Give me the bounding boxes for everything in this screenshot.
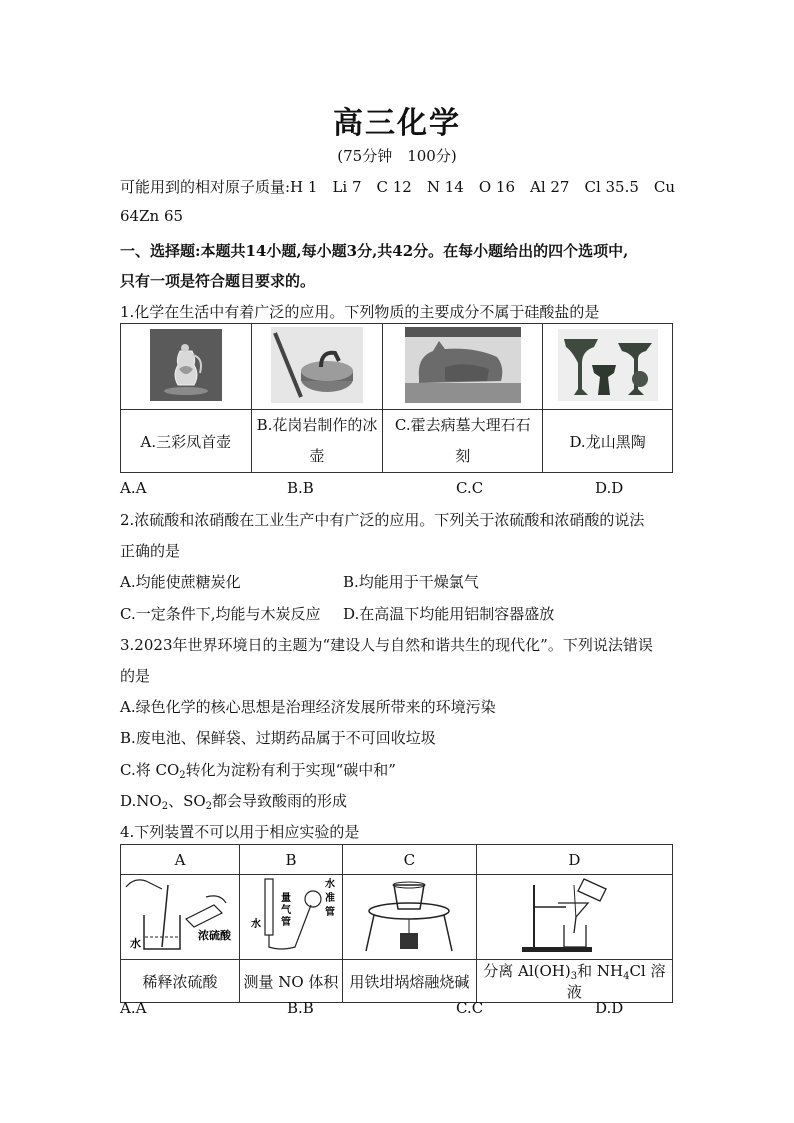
- q4-answer-b[interactable]: B.B: [287, 999, 314, 1017]
- svg-text:浓硫酸: 浓硫酸: [197, 929, 231, 942]
- q4-apparatus-b: [239, 875, 342, 960]
- q1-option-d: D.龙山黑陶: [543, 410, 673, 473]
- q1-option-b: B.花岗岩制作的冰 壶: [251, 410, 383, 473]
- q1-option-a: A.三彩凤首壶: [121, 410, 252, 473]
- q2-option-d[interactable]: D.在高温下均能用铝制容器盛放: [343, 605, 555, 623]
- stone-horse-carving-image: [405, 327, 521, 403]
- q4-header-c: C: [342, 845, 476, 875]
- q4-answer-c[interactable]: C.C: [456, 999, 484, 1017]
- q1-answer-a[interactable]: A.A: [120, 479, 147, 497]
- black-pottery-image: [558, 329, 658, 401]
- phoenix-ewer-image: [150, 329, 222, 401]
- q4-caption-a: 稀释浓硫酸: [121, 960, 240, 1003]
- q4-header-d: D: [476, 845, 672, 875]
- q3-stem-line2: 的是: [120, 667, 151, 685]
- q2-option-b[interactable]: B.均能用于干燥氯气: [343, 573, 479, 591]
- filtration-apparatus-diagram: [514, 875, 634, 955]
- page-title: 高三化学: [333, 106, 461, 141]
- q4-stem: 4.下列装置不可以用于相应实验的是: [120, 823, 360, 841]
- dilution-apparatus-diagram: [122, 875, 238, 955]
- q4-apparatus-d: [476, 875, 672, 960]
- svg-text:水: 水: [250, 919, 261, 930]
- q4-caption-c: 用铁坩埚熔融烧碱: [342, 960, 476, 1003]
- q1-stem: 1.化学在生活中有着广泛的应用。下列物质的主要成分不属于硅酸盐的是: [120, 303, 600, 321]
- svg-text:水: 水: [324, 879, 335, 890]
- exam-duration-score: (75分钟 100分): [337, 147, 457, 165]
- svg-text:气: 气: [280, 905, 291, 916]
- q1-answer-c[interactable]: C.C: [456, 479, 484, 497]
- svg-text:管: 管: [280, 917, 291, 928]
- q4-apparatus-c: [342, 875, 476, 960]
- q2-option-c[interactable]: C.一定条件下,均能与木炭反应: [120, 605, 321, 623]
- q1-answer-b[interactable]: B.B: [287, 479, 314, 497]
- q3-option-c[interactable]: C.将 $CO_2$转化为淀粉有利于实现“碳中和”: [120, 761, 396, 781]
- svg-text:管: 管: [324, 907, 335, 918]
- crucible-heating-diagram: [354, 875, 464, 955]
- gas-measuring-apparatus-diagram: [241, 875, 341, 955]
- q4-caption-b: 测量 NO 体积: [239, 960, 342, 1003]
- q3-option-b[interactable]: B.废电池、保鲜袋、过期药品属于不可回收垃圾: [120, 729, 436, 747]
- q4-header-b: B: [239, 845, 342, 875]
- q4-header-a: A: [121, 845, 240, 875]
- q2-stem-line2: 正确的是: [120, 542, 181, 560]
- q1-option-c: C.霍去病墓大理石石 刻: [383, 410, 543, 473]
- svg-text:量: 量: [280, 893, 291, 904]
- q1-options-table: [120, 323, 673, 473]
- q1-image-cell-a: [121, 324, 252, 410]
- q4-apparatus-a: [121, 875, 240, 960]
- atomic-mass-line1: 可能用到的相对原子质量:H 1 Li 7 C 12 N 14 O 16 Al 27 Cl 35.5 Cu: [120, 178, 676, 196]
- q4-answer-a[interactable]: A.A: [120, 999, 147, 1017]
- q1-answer-d[interactable]: D.D: [595, 479, 624, 497]
- q3-option-d[interactable]: $D.NO_2$、$SO_2$都会导致酸雨的形成: [120, 792, 348, 812]
- svg-text:准: 准: [324, 893, 335, 904]
- curling-stone-image: [271, 327, 363, 403]
- q4-apparatus-table: [120, 844, 673, 1003]
- q1-image-cell-b: [251, 324, 383, 410]
- svg-text:水: 水: [129, 937, 141, 950]
- atomic-mass-line2: 64Zn 65: [120, 207, 184, 225]
- q2-option-a[interactable]: A.均能使蔗糖炭化: [120, 573, 241, 591]
- q3-option-a[interactable]: A.绿色化学的核心思想是治理经济发展所带来的环境污染: [120, 698, 496, 716]
- q2-stem-line1: 2.浓硫酸和浓硝酸在工业生产中有广泛的应用。下列关于浓硫酸和浓硝酸的说法: [120, 511, 645, 529]
- q1-image-cell-d: [543, 324, 673, 410]
- section-instructions-line1: 一、选择题:本题共14小题,每小题3分,共42分。在每小题给出的四个选项中,: [120, 242, 629, 260]
- q1-image-cell-c: [383, 324, 543, 410]
- q4-answer-d[interactable]: D.D: [595, 999, 624, 1017]
- q3-stem-line1: 3.2023年世界环境日的主题为“建设人与自然和谐共生的现代化”。下列说法错误: [120, 636, 653, 654]
- section-instructions-line2: 只有一项是符合题目要求的。: [120, 272, 316, 290]
- q4-caption-d: 分离 $Al(OH)_3$和 $NH_4Cl$ 溶液: [476, 960, 672, 1003]
